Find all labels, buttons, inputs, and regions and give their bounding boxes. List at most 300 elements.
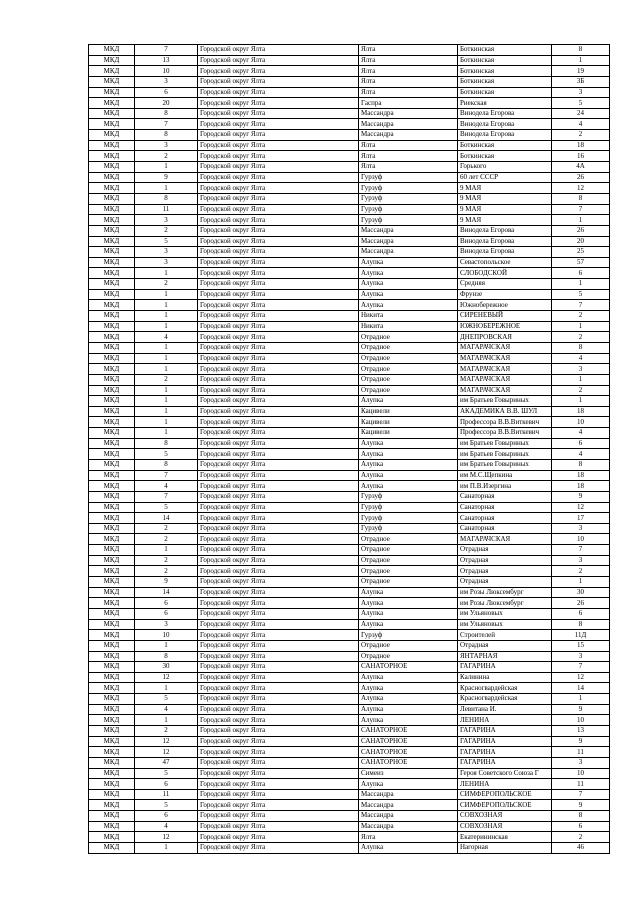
count-cell: 1 (135, 396, 198, 407)
count-cell: 10 (135, 66, 198, 77)
table-row (89, 119, 610, 130)
building-type-cell: МКД (89, 640, 135, 651)
municipality-cell: Городской округ Ялта (198, 843, 359, 854)
street-cell: ЮЖНОБЕРЕЖНОЕ (458, 321, 552, 332)
street-cell: им М.С.Щепкина (458, 470, 552, 481)
municipality-cell: Городской округ Ялта (198, 608, 359, 619)
count-cell: 1 (135, 321, 198, 332)
house-number-cell: 3 (552, 523, 610, 534)
table-row (89, 747, 610, 758)
building-type-cell: МКД (89, 555, 135, 566)
building-type-cell: МКД (89, 768, 135, 779)
municipality-cell: Городской округ Ялта (198, 630, 359, 641)
building-type-cell: МКД (89, 364, 135, 375)
municipality-cell: Городской округ Ялта (198, 300, 359, 311)
count-cell: 2 (135, 151, 198, 162)
count-cell: 1 (135, 289, 198, 300)
house-number-cell: 18 (552, 406, 610, 417)
table-row (89, 172, 610, 183)
house-number-cell: 26 (552, 225, 610, 236)
municipality-cell: Городской округ Ялта (198, 428, 359, 439)
locality-cell: Отрадное (359, 534, 458, 545)
municipality-cell: Городской округ Ялта (198, 566, 359, 577)
table-row (89, 545, 610, 556)
table-row (89, 662, 610, 673)
table-row (89, 502, 610, 513)
street-cell: Боткинская (458, 55, 552, 66)
street-cell: 9 МАЯ (458, 204, 552, 215)
locality-cell: Гурзуф (359, 630, 458, 641)
municipality-cell: Городской округ Ялта (198, 651, 359, 662)
count-cell: 2 (135, 534, 198, 545)
street-cell: Фрунзе (458, 289, 552, 300)
building-type-cell: МКД (89, 417, 135, 428)
building-type-cell: МКД (89, 459, 135, 470)
count-cell: 6 (135, 608, 198, 619)
count-cell: 1 (135, 342, 198, 353)
street-cell: Профессора В.В.Виткевич (458, 428, 552, 439)
table-row (89, 438, 610, 449)
building-type-cell: МКД (89, 374, 135, 385)
municipality-cell: Городской округ Ялта (198, 789, 359, 800)
building-type-cell: МКД (89, 523, 135, 534)
count-cell: 1 (135, 300, 198, 311)
building-type-cell: МКД (89, 704, 135, 715)
locality-cell: Массандра (359, 800, 458, 811)
street-cell: ГАГАРИНА (458, 736, 552, 747)
street-cell: ГАГАРИНА (458, 747, 552, 758)
building-type-cell: МКД (89, 279, 135, 290)
table-row (89, 108, 610, 119)
count-cell: 5 (135, 236, 198, 247)
table-row (89, 779, 610, 790)
street-cell: СОВХОЗНАЯ (458, 811, 552, 822)
house-number-cell: 18 (552, 140, 610, 151)
street-cell: им Ульяновых (458, 619, 552, 630)
municipality-cell: Городской округ Ялта (198, 385, 359, 396)
house-number-cell: 14 (552, 683, 610, 694)
count-cell: 4 (135, 821, 198, 832)
building-type-cell: МКД (89, 247, 135, 258)
count-cell: 7 (135, 119, 198, 130)
municipality-cell: Городской округ Ялта (198, 417, 359, 428)
table-row (89, 843, 610, 854)
count-cell: 1 (135, 311, 198, 322)
building-type-cell: МКД (89, 683, 135, 694)
street-cell: МАГАРАЧСКАЯ (458, 385, 552, 396)
municipality-cell: Городской округ Ялта (198, 289, 359, 300)
municipality-cell: Городской округ Ялта (198, 406, 359, 417)
locality-cell: Отрадное (359, 545, 458, 556)
locality-cell: Массандра (359, 130, 458, 141)
table-row (89, 598, 610, 609)
table-row (89, 76, 610, 87)
locality-cell: Алупка (359, 683, 458, 694)
street-cell: Винодела Егорова (458, 225, 552, 236)
building-type-cell: МКД (89, 821, 135, 832)
municipality-cell: Городской округ Ялта (198, 555, 359, 566)
street-cell: Винодела Егорова (458, 236, 552, 247)
municipality-cell: Городской округ Ялта (198, 98, 359, 109)
table-row (89, 268, 610, 279)
count-cell: 8 (135, 108, 198, 119)
building-type-cell: МКД (89, 545, 135, 556)
building-type-cell: МКД (89, 566, 135, 577)
municipality-cell: Городской округ Ялта (198, 662, 359, 673)
locality-cell: Алупка (359, 470, 458, 481)
table-row (89, 428, 610, 439)
house-number-cell: 9 (552, 704, 610, 715)
count-cell: 3 (135, 619, 198, 630)
building-type-cell: МКД (89, 55, 135, 66)
municipality-cell: Городской округ Ялта (198, 587, 359, 598)
building-type-cell: МКД (89, 130, 135, 141)
building-type-cell: МКД (89, 428, 135, 439)
street-cell: Средняя (458, 279, 552, 290)
locality-cell: Кацивели (359, 417, 458, 428)
locality-cell: Алупка (359, 672, 458, 683)
street-cell: Южнобережное (458, 300, 552, 311)
municipality-cell: Городской округ Ялта (198, 66, 359, 77)
house-number-cell: 5 (552, 289, 610, 300)
count-cell: 6 (135, 779, 198, 790)
street-cell: МАГАРАЧСКАЯ (458, 342, 552, 353)
house-number-cell: 20 (552, 236, 610, 247)
street-cell: 9 МАЯ (458, 183, 552, 194)
building-type-cell: МКД (89, 832, 135, 843)
locality-cell: Алупка (359, 459, 458, 470)
locality-cell: Гурзуф (359, 204, 458, 215)
house-number-cell: 3 (552, 757, 610, 768)
locality-cell: Алупка (359, 694, 458, 705)
table-row (89, 353, 610, 364)
locality-cell: Массандра (359, 108, 458, 119)
municipality-cell: Городской округ Ялта (198, 449, 359, 460)
locality-cell: САНАТОРНОЕ (359, 757, 458, 768)
house-number-cell: 7 (552, 662, 610, 673)
municipality-cell: Городской округ Ялта (198, 768, 359, 779)
municipality-cell: Городской округ Ялта (198, 183, 359, 194)
municipality-cell: Городской округ Ялта (198, 438, 359, 449)
building-type-cell: МКД (89, 800, 135, 811)
locality-cell: Гаспра (359, 98, 458, 109)
count-cell: 47 (135, 757, 198, 768)
building-type-cell: МКД (89, 449, 135, 460)
count-cell: 11 (135, 789, 198, 800)
building-type-cell: МКД (89, 577, 135, 588)
building-type-cell: МКД (89, 76, 135, 87)
house-number-cell: 8 (552, 45, 610, 56)
building-type-cell: МКД (89, 757, 135, 768)
count-cell: 7 (135, 491, 198, 502)
municipality-cell: Городской округ Ялта (198, 55, 359, 66)
table-row (89, 342, 610, 353)
street-cell: СИРЕНЕВЫЙ (458, 311, 552, 322)
house-number-cell: 10 (552, 715, 610, 726)
street-cell: СИМФЕРОПОЛЬСКОЕ (458, 789, 552, 800)
building-type-cell: МКД (89, 45, 135, 56)
house-number-cell: 17 (552, 513, 610, 524)
street-cell: ЯНТАРНАЯ (458, 651, 552, 662)
building-type-cell: МКД (89, 726, 135, 737)
street-cell: им Ульяновых (458, 608, 552, 619)
table-row (89, 236, 610, 247)
building-type-cell: МКД (89, 502, 135, 513)
count-cell: 2 (135, 566, 198, 577)
municipality-cell: Городской округ Ялта (198, 832, 359, 843)
building-type-cell: МКД (89, 630, 135, 641)
count-cell: 3 (135, 257, 198, 268)
municipality-cell: Городской округ Ялта (198, 470, 359, 481)
municipality-cell: Городской округ Ялта (198, 757, 359, 768)
street-cell: Левитана И. (458, 704, 552, 715)
street-cell: им Братьев Говыриных (458, 438, 552, 449)
street-cell: Санаторная (458, 491, 552, 502)
house-number-cell: 9 (552, 736, 610, 747)
locality-cell: Массандра (359, 236, 458, 247)
building-type-cell: МКД (89, 513, 135, 524)
table-row (89, 768, 610, 779)
building-type-cell: МКД (89, 843, 135, 854)
street-cell: им Братьев Говыриных (458, 449, 552, 460)
locality-cell: Отрадное (359, 332, 458, 343)
locality-cell: Гурзуф (359, 172, 458, 183)
address-table (88, 44, 610, 854)
table-row (89, 449, 610, 460)
building-type-cell: МКД (89, 140, 135, 151)
house-number-cell: 19 (552, 66, 610, 77)
house-number-cell: 4 (552, 428, 610, 439)
locality-cell: Никита (359, 321, 458, 332)
locality-cell: Алупка (359, 438, 458, 449)
table-row (89, 832, 610, 843)
count-cell: 14 (135, 587, 198, 598)
house-number-cell: 30 (552, 587, 610, 598)
locality-cell: Гурзуф (359, 502, 458, 513)
table-row (89, 757, 610, 768)
locality-cell: Отрадное (359, 342, 458, 353)
building-type-cell: МКД (89, 236, 135, 247)
house-number-cell: 6 (552, 268, 610, 279)
municipality-cell: Городской округ Ялта (198, 225, 359, 236)
count-cell: 30 (135, 662, 198, 673)
count-cell: 4 (135, 481, 198, 492)
count-cell: 6 (135, 87, 198, 98)
municipality-cell: Городской округ Ялта (198, 396, 359, 407)
count-cell: 12 (135, 832, 198, 843)
building-type-cell: МКД (89, 534, 135, 545)
municipality-cell: Городской округ Ялта (198, 311, 359, 322)
locality-cell: Алупка (359, 715, 458, 726)
street-cell: ДНЕПРОВСКАЯ (458, 332, 552, 343)
table-row (89, 45, 610, 56)
count-cell: 5 (135, 694, 198, 705)
building-type-cell: МКД (89, 342, 135, 353)
table-row (89, 321, 610, 332)
count-cell: 1 (135, 162, 198, 173)
locality-cell: Алупка (359, 289, 458, 300)
locality-cell: Симеиз (359, 768, 458, 779)
count-cell: 1 (135, 545, 198, 556)
building-type-cell: МКД (89, 66, 135, 77)
count-cell: 1 (135, 406, 198, 417)
house-number-cell: 2 (552, 385, 610, 396)
street-cell: Красногвардейская (458, 694, 552, 705)
street-cell: МАГАРАЧСКАЯ (458, 353, 552, 364)
municipality-cell: Городской округ Ялта (198, 119, 359, 130)
count-cell: 1 (135, 364, 198, 375)
municipality-cell: Городской округ Ялта (198, 502, 359, 513)
house-number-cell: 8 (552, 342, 610, 353)
house-number-cell: 6 (552, 608, 610, 619)
table-row (89, 534, 610, 545)
municipality-cell: Городской округ Ялта (198, 800, 359, 811)
locality-cell: Ялта (359, 45, 458, 56)
house-number-cell: 8 (552, 459, 610, 470)
locality-cell: Гурзуф (359, 513, 458, 524)
house-number-cell: 57 (552, 257, 610, 268)
house-number-cell: 8 (552, 619, 610, 630)
table-row (89, 587, 610, 598)
street-cell: Строителей (458, 630, 552, 641)
street-cell: Отрадная (458, 545, 552, 556)
locality-cell: Алупка (359, 449, 458, 460)
street-cell: 9 МАЯ (458, 193, 552, 204)
table-row (89, 417, 610, 428)
house-number-cell: 2 (552, 130, 610, 141)
house-number-cell: 2 (552, 311, 610, 322)
house-number-cell: 4 (552, 353, 610, 364)
table-row (89, 140, 610, 151)
count-cell: 1 (135, 428, 198, 439)
street-cell: МАГАРАЧСКАЯ (458, 374, 552, 385)
house-number-cell: 2 (552, 332, 610, 343)
municipality-cell: Городской округ Ялта (198, 257, 359, 268)
house-number-cell: 7 (552, 204, 610, 215)
locality-cell: Алупка (359, 619, 458, 630)
municipality-cell: Городской округ Ялта (198, 683, 359, 694)
count-cell: 4 (135, 332, 198, 343)
municipality-cell: Городской округ Ялта (198, 534, 359, 545)
house-number-cell: 4 (552, 119, 610, 130)
locality-cell: САНАТОРНОЕ (359, 726, 458, 737)
street-cell: ГАГАРИНА (458, 757, 552, 768)
street-cell: ЛЕНИНА (458, 779, 552, 790)
municipality-cell: Городской округ Ялта (198, 715, 359, 726)
table-row (89, 726, 610, 737)
table-row (89, 630, 610, 641)
locality-cell: Алупка (359, 779, 458, 790)
municipality-cell: Городской округ Ялта (198, 726, 359, 737)
count-cell: 6 (135, 598, 198, 609)
table-row (89, 704, 610, 715)
table-row (89, 811, 610, 822)
house-number-cell: 12 (552, 672, 610, 683)
count-cell: 1 (135, 353, 198, 364)
building-type-cell: МКД (89, 779, 135, 790)
municipality-cell: Городской округ Ялта (198, 811, 359, 822)
count-cell: 8 (135, 459, 198, 470)
municipality-cell: Городской округ Ялта (198, 619, 359, 630)
locality-cell: Алупка (359, 481, 458, 492)
count-cell: 8 (135, 651, 198, 662)
municipality-cell: Городской округ Ялта (198, 172, 359, 183)
locality-cell: Кацивели (359, 428, 458, 439)
locality-cell: Отрадное (359, 374, 458, 385)
count-cell: 12 (135, 747, 198, 758)
building-type-cell: МКД (89, 225, 135, 236)
table-row (89, 470, 610, 481)
locality-cell: Массандра (359, 821, 458, 832)
locality-cell: Отрадное (359, 385, 458, 396)
street-cell: Боткинская (458, 140, 552, 151)
locality-cell: Массандра (359, 119, 458, 130)
table-row (89, 66, 610, 77)
count-cell: 11 (135, 204, 198, 215)
table-row (89, 55, 610, 66)
locality-cell: Отрадное (359, 566, 458, 577)
locality-cell: Кацивели (359, 406, 458, 417)
street-cell: СОВХОЗНАЯ (458, 821, 552, 832)
street-cell: Винодела Егорова (458, 108, 552, 119)
house-number-cell: 3Б (552, 76, 610, 87)
building-type-cell: МКД (89, 98, 135, 109)
street-cell: Красногвардейская (458, 683, 552, 694)
count-cell: 1 (135, 385, 198, 396)
house-number-cell: 7 (552, 300, 610, 311)
house-number-cell: 7 (552, 789, 610, 800)
municipality-cell: Городской округ Ялта (198, 130, 359, 141)
house-number-cell: 3 (552, 364, 610, 375)
municipality-cell: Городской округ Ялта (198, 151, 359, 162)
municipality-cell: Городской округ Ялта (198, 342, 359, 353)
municipality-cell: Городской округ Ялта (198, 236, 359, 247)
municipality-cell: Городской округ Ялта (198, 193, 359, 204)
house-number-cell: 24 (552, 108, 610, 119)
street-cell: Боткинская (458, 45, 552, 56)
building-type-cell: МКД (89, 353, 135, 364)
municipality-cell: Городской округ Ялта (198, 779, 359, 790)
street-cell: ГАГАРИНА (458, 726, 552, 737)
count-cell: 8 (135, 438, 198, 449)
house-number-cell: 46 (552, 843, 610, 854)
street-cell: Горького (458, 162, 552, 173)
table-row (89, 491, 610, 502)
building-type-cell: МКД (89, 672, 135, 683)
building-type-cell: МКД (89, 608, 135, 619)
table-row (89, 800, 610, 811)
municipality-cell: Городской округ Ялта (198, 215, 359, 226)
building-type-cell: МКД (89, 385, 135, 396)
count-cell: 1 (135, 715, 198, 726)
table-row (89, 215, 610, 226)
municipality-cell: Городской округ Ялта (198, 162, 359, 173)
locality-cell: Алупка (359, 300, 458, 311)
table-row (89, 151, 610, 162)
building-type-cell: МКД (89, 470, 135, 481)
municipality-cell: Городской округ Ялта (198, 640, 359, 651)
locality-cell: Никита (359, 311, 458, 322)
street-cell: Севастопольское (458, 257, 552, 268)
house-number-cell: 10 (552, 417, 610, 428)
building-type-cell: МКД (89, 119, 135, 130)
locality-cell: Ялта (359, 76, 458, 87)
building-type-cell: МКД (89, 215, 135, 226)
street-cell: Нагорная (458, 843, 552, 854)
building-type-cell: МКД (89, 747, 135, 758)
street-cell: Отрадная (458, 640, 552, 651)
house-number-cell: 8 (552, 193, 610, 204)
